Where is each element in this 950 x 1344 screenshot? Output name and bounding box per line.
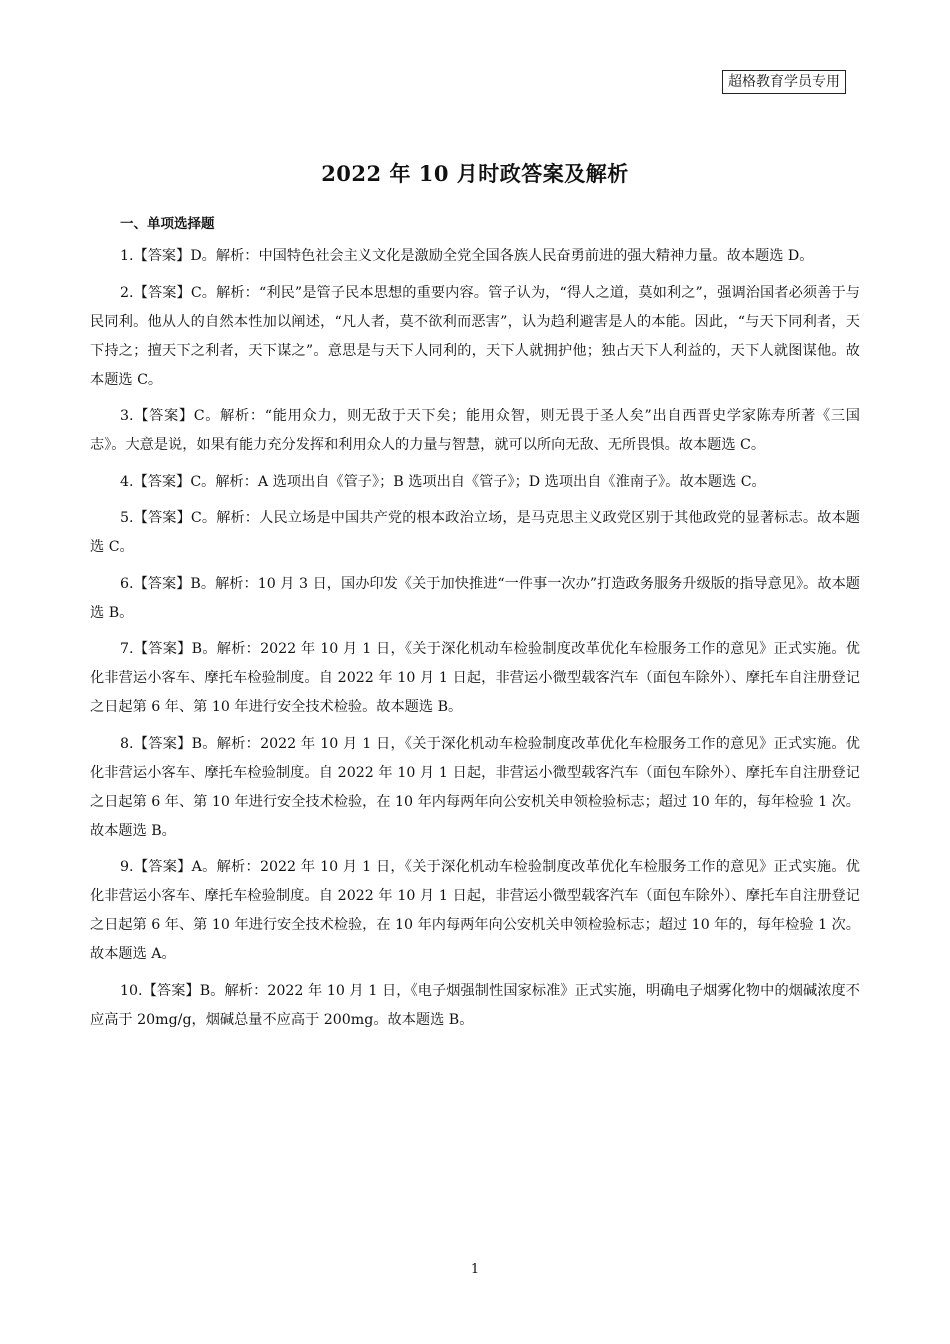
- answer-number: 7.: [120, 641, 134, 657]
- answer-explanation: B。解析：10 月 3 日，国办印发《关于加快推进“一件事一次办”打造政务服务升级版的指导意见》。故本题选 B。: [90, 575, 860, 621]
- answer-tag: 【答案】: [133, 284, 191, 301]
- answer-list: [90, 242, 860, 1042]
- section-heading: 一、单项选择题: [120, 216, 215, 232]
- answer-number: 4.: [120, 473, 134, 490]
- answer-explanation: C。解析：“利民”是管子民本思想的重要内容。管子认为，“得人之道，莫如利之”，强调治国者必须善于与民同利。他从人的自然本性加以阐述，“凡人者，莫不欲利而恶害”，认为趋利避害是人的本能。因此，“与天下同利者，天下持之；擅天下之利者，天下谋之”。意思是与天下人同利的，天下人就拥护他；独占天下人利益的，天下人就图谋他。故本题选 C。: [90, 284, 860, 388]
- document-title: 2022 年 10 月时政答案及解析: [321, 161, 629, 186]
- page-number: 1: [470, 1262, 480, 1277]
- answer-number: 9.: [120, 859, 134, 875]
- answer-item-5: [90, 504, 860, 562]
- answer-item-4: [90, 468, 860, 497]
- answer-explanation: C。解析：A 选项出自《管子》；B 选项出自《管子》；D 选项出自《淮南子》。故本题选 C。: [190, 473, 766, 490]
- student-only-badge: 超格教育学员专用: [722, 70, 846, 94]
- answer-item-2: [90, 279, 860, 395]
- answer-item-7: [90, 635, 860, 722]
- answer-number: 5.: [120, 510, 134, 526]
- answer-tag: 【答案】: [133, 575, 191, 592]
- answer-tag: 【答案】: [133, 641, 192, 657]
- answer-number: 10.: [120, 982, 143, 999]
- answer-explanation: D。解析：中国特色社会主义文化是激励全党全国各族人民奋勇前进的强大精神力量。故本题选 D。: [190, 248, 814, 264]
- answer-explanation: B。解析：2022 年 10 月 1 日，《关于深化机动车检验制度改革优化车检服务工作的意见》正式实施。优化非营运小客车、摩托车检验制度。自 2022 年 10 月 1 日起，非营运小微型载客汽车（面包车除外）、摩托车自注册登记之日起第 6 年、第 10 年进行安全技术检验。故本题选 B。: [90, 641, 860, 715]
- answer-number: 1.: [120, 248, 134, 264]
- answer-number: 2.: [120, 284, 134, 301]
- answer-explanation: C。解析：“能用众力，则无敌于天下矣；能用众智，则无畏于圣人矣”出自西晋史学家陈寿所著《三国志》。大意是说，如果有能力充分发挥和利用众人的力量与智慧，就可以所向无敌、无所畏惧。故本题选 C。: [90, 408, 860, 453]
- answer-item-9: [90, 853, 860, 969]
- answer-tag: 【答案】: [133, 859, 192, 875]
- answer-item-1: [90, 242, 860, 271]
- answer-number: 3.: [120, 408, 134, 424]
- answer-tag: 【答案】: [133, 473, 191, 490]
- answer-item-10: [90, 977, 860, 1035]
- answer-explanation: C。解析：人民立场是中国共产党的根本政治立场，是马克思主义政党区别于其他政党的显著标志。故本题选 C。: [90, 510, 860, 555]
- answer-number: 6.: [120, 575, 134, 592]
- answer-tag: 【答案】: [133, 248, 191, 264]
- answer-tag: 【答案】: [133, 735, 192, 752]
- answer-item-3: [90, 402, 860, 460]
- answer-explanation: B。解析：2022 年 10 月 1 日，《关于深化机动车检验制度改革优化车检服务工作的意见》正式实施。优化非营运小客车、摩托车检验制度。自 2022 年 10 月 1 日起，非营运小微型载客汽车（面包车除外）、摩托车自注册登记之日起第 6 年、第 10 年进行安全技术检验，在 10 年内每两年向公安机关申领检验标志；超过 10 年的，每年检验 1 次。故本题选 B。: [90, 735, 860, 839]
- answer-item-8: [90, 730, 860, 846]
- answer-tag: 【答案】: [133, 510, 191, 526]
- answer-item-6: [90, 570, 860, 628]
- answer-tag: 【答案】: [142, 982, 200, 999]
- answer-explanation: A。解析：2022 年 10 月 1 日，《关于深化机动车检验制度改革优化车检服务工作的意见》正式实施。优化非营运小客车、摩托车检验制度。自 2022 年 10 月 1 日起，非营运小微型载客汽车（面包车除外）、摩托车自注册登记之日起第 6 年、第 10 年进行安全技术检验，在 10 年内每两年向公安机关申领检验标志；超过 10 年的，每年检验 1 次。故本题选 A。: [90, 859, 860, 962]
- answer-number: 8.: [120, 735, 134, 752]
- answer-explanation: B。解析：2022 年 10 月 1 日，《电子烟强制性国家标准》正式实施，明确电子烟雾化物中的烟碱浓度不应高于 20mg/g，烟碱总量不应高于 200mg。故本题选 B。: [90, 982, 860, 1028]
- answer-tag: 【答案】: [133, 408, 194, 424]
